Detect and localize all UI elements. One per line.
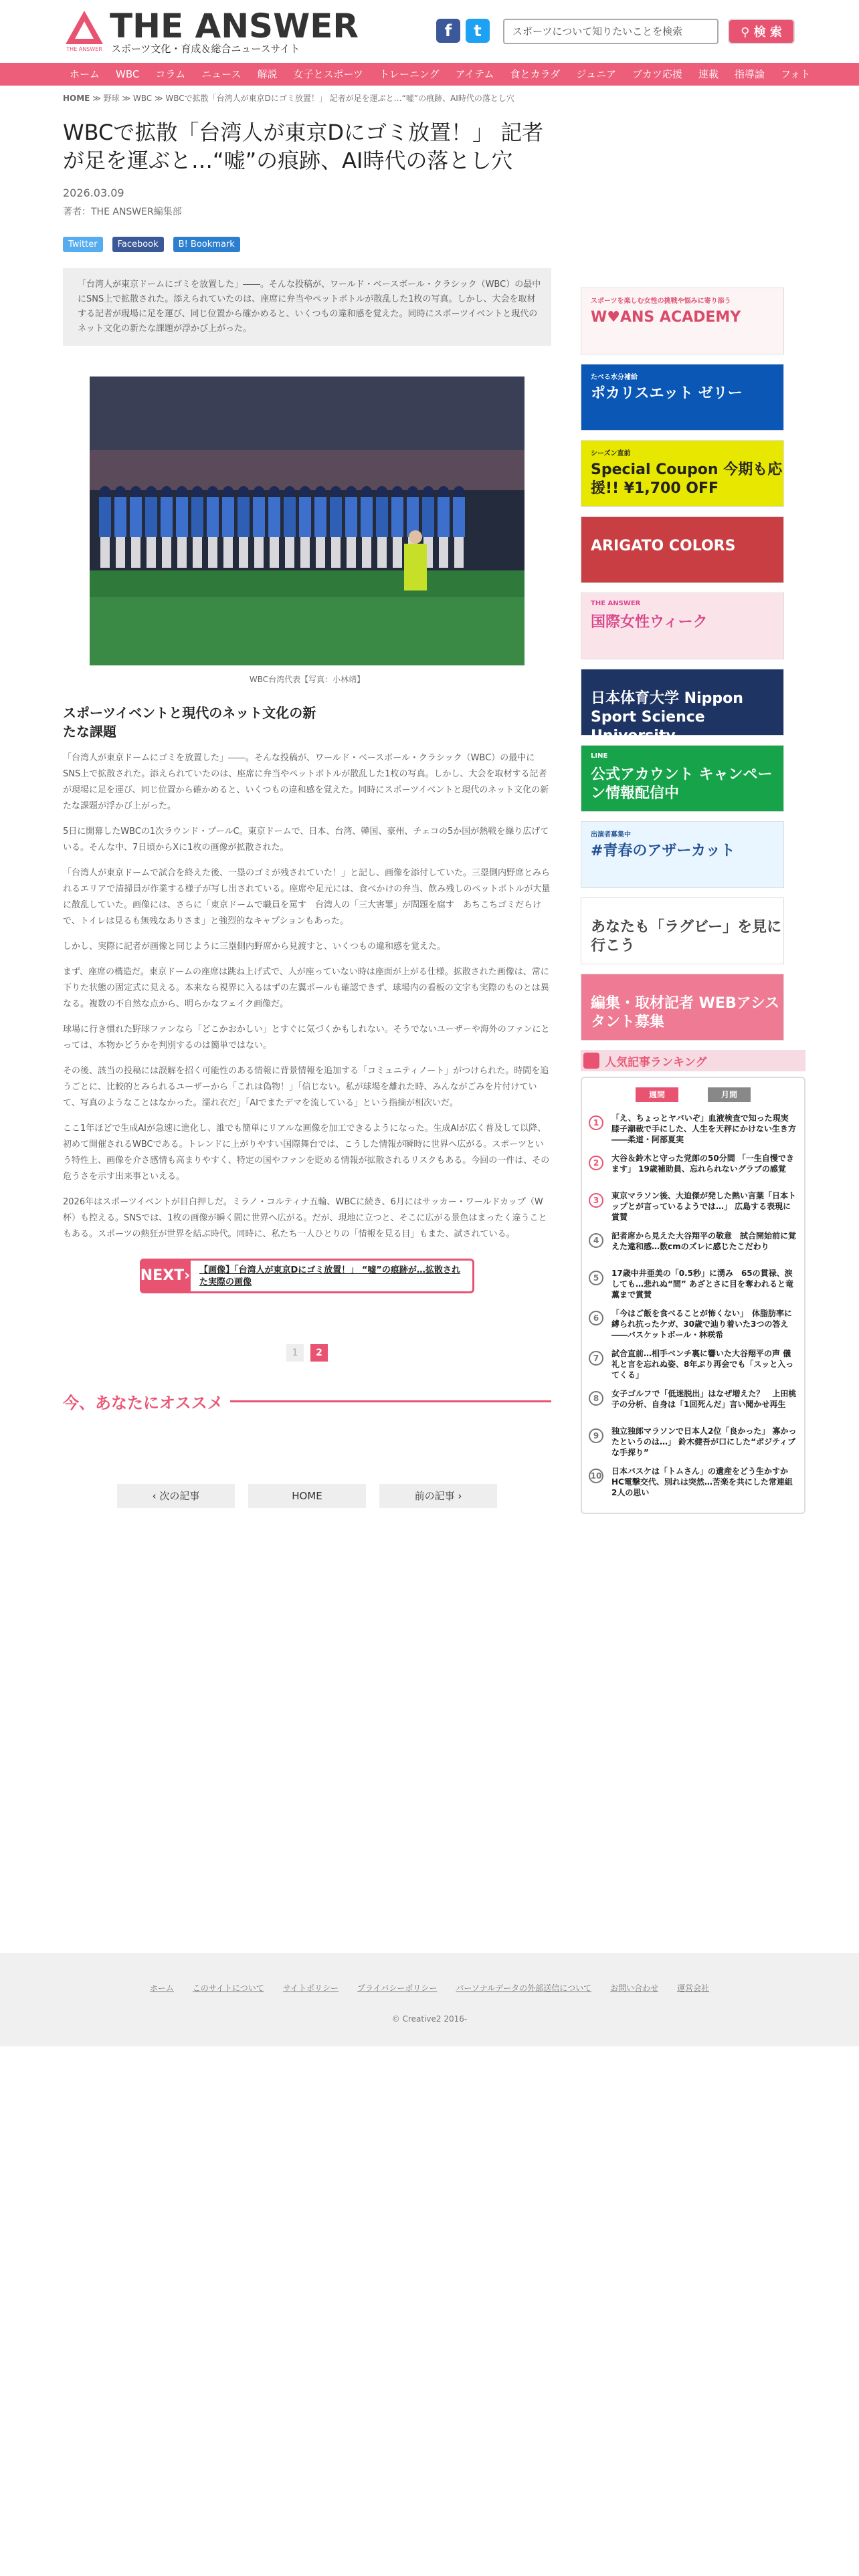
global-nav (0, 63, 859, 86)
player-legs (393, 537, 402, 568)
nav-item[interactable]: コラム (155, 68, 186, 80)
player-legs (439, 537, 448, 568)
sidebar (581, 288, 795, 1514)
player-head (284, 486, 295, 497)
banner-title: 国際女性ウィーク (591, 614, 708, 631)
next-tag (140, 1259, 191, 1293)
footer-link[interactable]: プライバシーポリシー (357, 1983, 438, 1993)
sidebar-banner[interactable] (581, 821, 784, 888)
sidebar-banner[interactable] (581, 516, 784, 583)
player-legs (454, 537, 464, 568)
player-figure (268, 497, 280, 537)
ranking-header (581, 1050, 805, 1071)
player-head (346, 486, 357, 497)
nav-item[interactable]: 解説 (257, 68, 278, 80)
breadcrumb-cat2[interactable]: WBC (132, 94, 153, 103)
player-head (269, 486, 280, 497)
player-legs (147, 537, 156, 568)
share-buttons (63, 237, 551, 252)
ranking-item[interactable] (589, 1388, 797, 1418)
ranking-number: 4 (589, 1233, 603, 1248)
player-legs (285, 537, 294, 568)
article-paragraph: 2026年はスポーツイベントが目白押しだ。ミラノ・コルティナ五輪、WBCに続き、6月にはサッカー・ワールドカップ（W杯）も控える。SNSでは、1枚の画像が瞬く間に世界へ広がる。だが、現地に立つと、そこに広がる景色はまったく違うこともある。スポーツの熱狂が世界を結ぶ時代。同時に、私たち一人ひとりの「情報を見る目」もまた、試されている。 (63, 1197, 547, 1239)
share-facebook-button[interactable]: Facebook (112, 237, 164, 252)
share-bookmark-button[interactable]: B! Bookmark (173, 237, 240, 252)
banner-caption: スポーツを楽しむ女性の挑戦や悩みに寄り添う (591, 298, 731, 305)
ranking-item[interactable] (589, 1348, 797, 1380)
logo-mark-icon (64, 9, 104, 52)
ranking-number: 7 (589, 1351, 603, 1366)
prev-article-label: 次の記事 (159, 1490, 200, 1502)
banner-title: #青春のアザーカット (591, 843, 735, 859)
article-paragraph: 「台湾人が東京ドームで試合を終えた後、一塁のゴミが残されていた！」と記し、画像を添付していた。三塁側内野席とみられるエリアで清掃員が作業する様子が写し出されている。座席や足元には、食べかけの弁当、飲み残しのペットボトルが大量に散乱していた。画像には、さらに「東京ドームで職員を罵す 台湾人の「三大害罪」が問題を腐す あちこちゴミだらけで、トイレは見るも無残なありさま」と強烈的なキャプションもあった。 (63, 868, 551, 926)
site-logo[interactable] (64, 7, 359, 55)
nav-item[interactable]: 食とカラダ (510, 68, 561, 80)
player-figure (130, 497, 142, 537)
twitter-icon[interactable]: t (466, 19, 490, 43)
ranking-number: 10 (589, 1469, 603, 1483)
player-legs (270, 537, 279, 568)
banner-caption: THE ANSWER (591, 600, 641, 607)
site-footer (0, 1953, 859, 2046)
player-head (192, 486, 203, 497)
player-figure (453, 497, 465, 537)
player-figure (361, 497, 373, 537)
footer-link[interactable]: サイトポリシー (282, 1983, 339, 1993)
sidebar-banner[interactable] (581, 593, 784, 659)
logo-subtitle: スポーツ文化・育成＆総合ニュースサイト (111, 43, 300, 55)
recommend-header (63, 1390, 551, 1413)
ranking-title-text: 独立独郎マラソンで日本人2位「良かった」 寡かったというのは…」 鈴木健吾が口にした“ポジティブな手探り” (611, 1426, 797, 1457)
copyright: © Creative2 2016- (391, 2014, 468, 2024)
recommend-title: 今、あなたにオススメ (63, 1394, 223, 1412)
player-legs (254, 537, 264, 568)
player-figure (237, 497, 250, 537)
ranking-number: 5 (589, 1271, 603, 1285)
player-head (130, 486, 141, 497)
player-figure (99, 497, 111, 537)
player-figure (438, 497, 450, 537)
nav-item[interactable]: ブカツ応援 (632, 68, 682, 80)
nav-item[interactable]: ニュース (201, 68, 242, 80)
player-legs (300, 537, 310, 568)
page-1-button[interactable]: 1 (286, 1344, 304, 1362)
ranking-title-text: 日本バスケは「トムさん」の遺産をどう生かすか HC電撃交代、別れは突然…苦楽を共にした常連組2人の思い (611, 1467, 797, 1497)
player-head (377, 486, 387, 497)
ranking-item[interactable] (589, 1268, 797, 1300)
player-head (146, 486, 157, 497)
sidebar-banner[interactable] (581, 897, 784, 964)
pagination (63, 1344, 551, 1362)
chevron-right-icon: › (184, 1267, 191, 1284)
player-head (115, 486, 126, 497)
player-legs (347, 537, 356, 568)
breadcrumb-sep: ≫ (92, 94, 101, 103)
logo-small-text: THE ANSWER (66, 46, 102, 52)
article-paragraph: しかし、実際に記者が画像と同じように三塁側内野席から見渡すと、いくつもの違和感を覚えた。 (63, 942, 446, 952)
player-head (300, 486, 310, 497)
tab-weekly[interactable]: 週間 (636, 1087, 678, 1102)
player-head (438, 486, 449, 497)
ranking-title-text: 大谷＆鈴木と守った党郎の50分間 「一生自慢できます」 19歳補助員、忘れられないグラブの感覚 (611, 1154, 794, 1174)
player-head (223, 486, 233, 497)
nav-item[interactable]: ジュニア (576, 68, 617, 80)
breadcrumb (63, 92, 551, 104)
player-legs (331, 537, 341, 568)
ranking-title-text: 女子ゴルフで「低迷脱出」はなぜ増えた？ 上田桃子の分析、自身は「1回死んだ」言い聞かせ再生 (611, 1389, 797, 1409)
banner-caption: たべる水分補給 (591, 374, 638, 381)
ranking-number: 2 (589, 1156, 603, 1170)
banner-title: ARIGATO COLORS (591, 538, 736, 554)
breadcrumb-sep: ≫ (122, 94, 131, 103)
nav-item[interactable]: ホーム (70, 68, 100, 80)
ranking-box (581, 1077, 805, 1514)
sidebar-banner[interactable] (581, 745, 784, 812)
article-author: 著者：THE ANSWER編集部 (63, 207, 182, 217)
ranking-number: 9 (589, 1428, 603, 1443)
breadcrumb-current: WBCで拡散「台湾人が東京Dにゴミ放置！」 記者が足を運ぶと…“嘘”の痕跡、AI時代の落とし穴 (165, 94, 514, 103)
article-paragraph: まず、座席の構造だ。東京ドームの座席は跳ね上げ式で、人が座っていない時は座面が上がる仕様。拡散された画像は、常に下りた状態の固定式に見える。本来なら視界に入るはずの左翼ポールも確認できず、球場内の看板の文字も実際のものとは異なる。複数の不自然な点から、明らかなフェイク画像だ。 (63, 967, 549, 1009)
player-legs (208, 537, 217, 568)
ranking-title-text: 17歳中井亜美の「0.5秒」に湧み 65の貫禄、涙しても…悲れぬ“間” あざとさに目を奪われると竜薫まで賞賛 (611, 1269, 793, 1299)
bottom-nav (63, 1484, 551, 1508)
team-photo-illustration (90, 377, 524, 665)
banner-title: あなたも「ラグビー」を見に行こう (591, 919, 782, 954)
banner-caption: LINE (591, 752, 608, 760)
player-head (423, 486, 434, 497)
nav-item[interactable]: アイテム (455, 68, 494, 80)
player-figure (253, 497, 265, 537)
player-figure (345, 497, 357, 537)
player-figure (422, 497, 434, 537)
sidebar-banner[interactable] (581, 288, 784, 354)
player-figure (391, 497, 403, 537)
home-button[interactable]: HOME (248, 1484, 366, 1508)
footer-link[interactable]: ホーム (149, 1983, 174, 1993)
article-column (63, 92, 551, 1508)
ranking-title-text: 「え、ちょっとヤバいぞ」血液検査で知った現実 膝子潮裁で手にした、人生を天秤にかけない生き方――柔道・阿部夏実 (611, 1113, 797, 1144)
breadcrumb-home[interactable]: HOME (63, 94, 90, 103)
player-head (330, 486, 341, 497)
player-head (177, 486, 187, 497)
ranking-number: 8 (589, 1391, 603, 1406)
footer-link[interactable]: パーソナルデータの外部送信について (456, 1983, 592, 1993)
site-header (0, 0, 859, 63)
search-button[interactable] (728, 19, 795, 44)
logo-title: THE ANSWER (110, 7, 359, 45)
player-legs (116, 537, 125, 568)
player-legs (362, 537, 371, 568)
ranking-item[interactable] (589, 1153, 797, 1182)
player-head (238, 486, 249, 497)
player-figure (114, 497, 126, 537)
share-twitter-button[interactable]: Twitter (63, 237, 103, 252)
sidebar-banner[interactable] (581, 364, 784, 431)
player-figure (314, 497, 326, 537)
player-figure (207, 497, 219, 537)
nav-item[interactable]: WBC (116, 68, 140, 80)
player-legs (377, 537, 387, 568)
ranking-title: 人気記事ランキング (605, 1056, 707, 1069)
ranking-title-text: 「今はご飯を食べることが怖くない」 体脂肪率に縛られ抗ったケガ、30歳で辿り着いた3つの答え――バスケットボール・林咲希 (611, 1309, 793, 1339)
sidebar-banner[interactable] (581, 974, 784, 1041)
sidebar-banner[interactable] (581, 440, 784, 507)
article-paragraph: 「台湾人が東京ドームにゴミを放置した」――。そんな投稿が、ワールド・ベースボール・クラシック（WBC）の最中にSNS上で拡散された。添えられていたのは、座席に弁当やペットボトルが散乱した1枚の写真。しかし、大会を取材する記者が現場に足を運び、同じ位置から確かめると、いくつもの違和感を覚えた。同時にスポーツイベントと現代のネット文化の新たな課題が浮かび上がった。 (63, 753, 549, 811)
breadcrumb-sep: ≫ (154, 94, 163, 103)
player-legs (239, 537, 248, 568)
article-paragraph: その後、該当の投稿には誤解を招く可能性のある情報に背景情報を追加する「コミュニティノート」がつけられた。時間を追うごとに、比較的とみられるユーザーから「これは偽物！」「信じない。私が球場を離れた時、みんながごみを片付けていて、写真のようなことはなかった。濡れ衣だ」「AIでまたデマを流している」という指摘が相次いだ。 (63, 1066, 549, 1108)
footer-link[interactable]: このサイトについて (192, 1983, 264, 1993)
ranking-item[interactable] (589, 1426, 797, 1458)
ranking-number: 6 (589, 1311, 603, 1325)
player-figure (176, 497, 188, 537)
player-legs (316, 537, 325, 568)
article-title: WBCで拡散「台湾人が東京Dにゴミ放置！」 記者が足を運ぶと…“嘘”の痕跡、AI時代の落とし穴 (63, 120, 544, 173)
section-heading: スポーツイベントと現代のネット文化の新たな課題 (63, 705, 316, 740)
next-article-button[interactable] (379, 1484, 497, 1508)
search-icon: ⚲ (741, 25, 750, 39)
footer-link[interactable]: お問い合わせ (610, 1983, 659, 1993)
next-page-link[interactable] (140, 1259, 474, 1293)
player-head (100, 486, 110, 497)
ranking-icon (583, 1053, 599, 1069)
next-page-text: 【画像】「台湾人が東京Dにゴミ放置！」 “嘘”の痕跡が…拡散された実際の画像 (199, 1265, 460, 1287)
facebook-icon[interactable]: f (436, 19, 460, 43)
banner-title: W♥ANS ACADEMY (591, 309, 741, 326)
footer-link[interactable]: 運営会社 (677, 1983, 710, 1993)
next-tag-label: NEXT (140, 1267, 185, 1284)
ranking-item[interactable] (589, 1230, 797, 1260)
article-paragraph: ここ1年ほどで生成AIが急速に進化し、誰でも簡単にリアルな画像を加工できるようになった。生成AIが広く普及して以降、初めて開催されるWBCである。トレンドに上がりやすい国際舞台では、こうした情報が瞬時に世界へ広がる。スポーツという特性上、画像を介さ感情も高まりやすく、特定の国やファンを貶める情報が拡散されるリスクもある。今回の一件は、その危うさを示す出来事といえる。 (63, 1123, 550, 1182)
search-button-label: 検 索 (753, 25, 782, 39)
player-head (207, 486, 218, 497)
player-legs (131, 537, 140, 568)
player-figure (145, 497, 157, 537)
prev-article-button[interactable] (117, 1484, 235, 1508)
player-head (161, 486, 172, 497)
recommend-divider (230, 1400, 551, 1402)
player-head (407, 486, 418, 497)
player-head (454, 486, 464, 497)
player-figure (376, 497, 388, 537)
chevron-left-icon: ‹ (152, 1490, 160, 1502)
player-figure (299, 497, 311, 537)
ranking-item[interactable] (589, 1466, 797, 1498)
player-legs (193, 537, 202, 568)
player-figure (161, 497, 173, 537)
player-legs (100, 537, 110, 568)
banner-title: 日本体育大学 Nippon Sport Science University (591, 690, 743, 744)
player-head (315, 486, 326, 497)
search-input[interactable]: スポーツについて知りたいことを検索 (503, 19, 719, 44)
ranking-number: 1 (589, 1115, 603, 1130)
tab-monthly[interactable]: 月間 (708, 1087, 751, 1102)
nav-item[interactable]: トレーニング (379, 68, 440, 80)
banner-caption: 出演者募集中 (591, 831, 631, 839)
ranking-item[interactable] (589, 1190, 797, 1222)
banner-title: ポカリスエット ゼリー (591, 385, 743, 402)
player-figure (222, 497, 234, 537)
banner-title: 編集・取材記者 WEBアシスタント募集 (591, 995, 780, 1031)
player-legs (177, 537, 187, 568)
player-head (361, 486, 372, 497)
nav-item[interactable]: フォト (780, 68, 811, 80)
ranking-number: 3 (589, 1193, 603, 1208)
player-head (254, 486, 264, 497)
chevron-right-icon: › (454, 1490, 462, 1502)
player-legs (223, 537, 233, 568)
ranking-title-text: 東京マラソン後、大迫傑が発した熱い言葉「日本トップとが言っているようでは…」 広島する表現に賞賛 (611, 1191, 797, 1222)
nav-item[interactable]: 連載 (698, 68, 719, 80)
banner-title: Special Coupon 今期も応援!! ¥1,700 OFF (591, 461, 783, 497)
ranking-title-text: 試合直前…相手ベンチ裏に響いた大谷翔平の声 儀礼と言を忘れぬ姿、8年ぶり再会でも「スッと入ってくる」 (611, 1349, 794, 1380)
player-figure (191, 497, 203, 537)
article-photo (90, 377, 524, 665)
player-figure (284, 497, 296, 537)
ranking-item[interactable] (589, 1308, 797, 1340)
article-date: 2026.03.09 (63, 187, 124, 199)
photo-caption: WBC台湾代表【写真：小林靖】 (249, 675, 365, 684)
ranking-title-text: 記者席から見えた大谷翔平の敬意 試合開始前に覚えた違和感…数cmのズレに感じたこだわり (611, 1231, 797, 1251)
article-paragraph: 5日に開幕したWBCの1次ラウンド・プールC。東京ドームで、日本、台湾、韓国、豪州、チェコの5か国が熱戦を繰り広げている。そんな中、7日頃からXに1枚の画像が拡散された。 (63, 827, 549, 853)
breadcrumb-cat1[interactable]: 野球 (103, 94, 120, 103)
player-figure (330, 497, 342, 537)
nav-item[interactable]: 女子とスポーツ (293, 68, 363, 80)
player-legs (162, 537, 171, 568)
sidebar-banner[interactable] (581, 669, 784, 744)
banner-caption: シーズン直前 (591, 450, 631, 457)
ranking-item[interactable] (589, 1113, 797, 1145)
next-article-label: 前の記事 (414, 1490, 455, 1502)
player-head (392, 486, 403, 497)
article-lead: 「台湾人が東京ドームにゴミを放置した」――。そんな投稿が、ワールド・ベースボール・クラシック（WBC）の最中にSNS上で拡散された。添えられていたのは、座席に弁当やペットボトルが散乱した1枚の写真。しかし、大会を取材する記者が現場に足を運び、同じ位置から確かめると、いくつもの違和感を覚えた。同時にスポーツイベントと現代のネット文化の新たな課題が浮かび上がった。 (63, 268, 551, 346)
banner-title: 公式アカウント キャンペーン情報配信中 (591, 766, 773, 802)
article-paragraph: 球場に行き慣れた野球ファンなら「どこかおかしい」とすぐに気づくかもしれない。そうでないユーザーや海外のファンにとっては、本物かどうかを判別するのは簡単ではない。 (63, 1025, 550, 1051)
nav-item[interactable]: 指導論 (734, 68, 765, 80)
page-2-button[interactable]: 2 (310, 1344, 328, 1362)
